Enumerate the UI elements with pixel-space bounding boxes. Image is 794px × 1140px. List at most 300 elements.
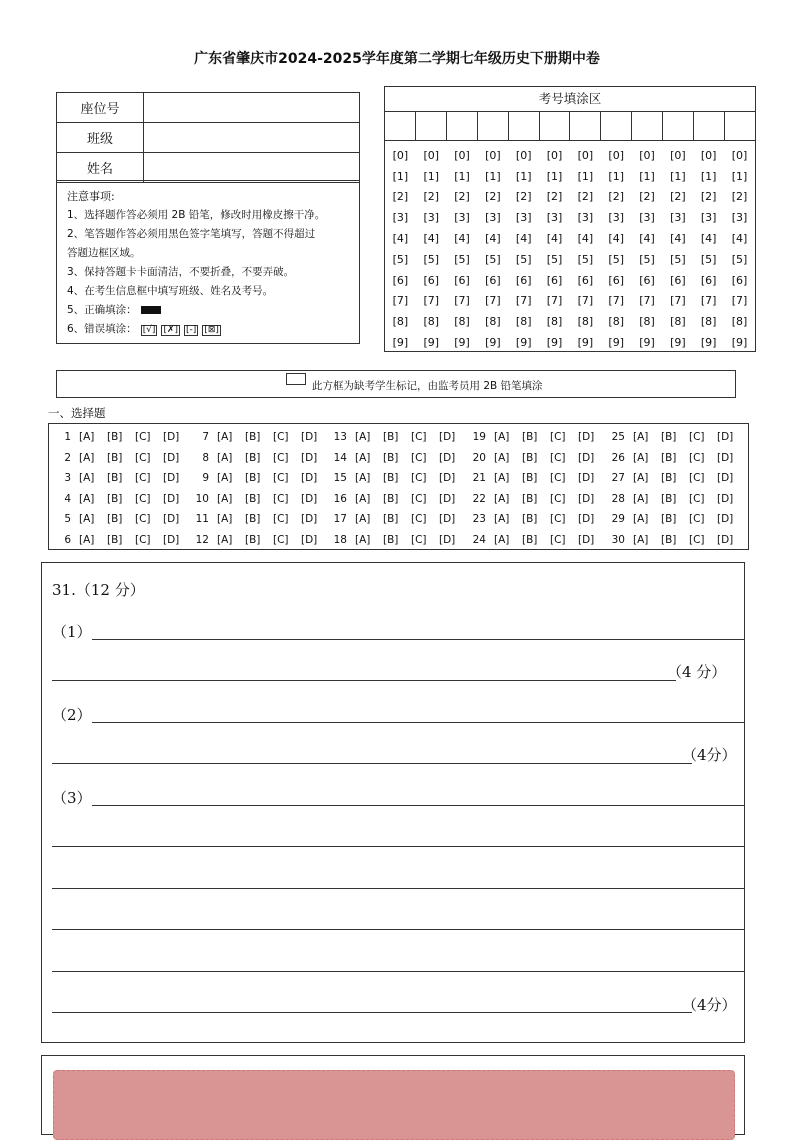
digit-bubble[interactable]: [6] — [577, 273, 594, 287]
digit-bubble[interactable]: [4] — [639, 232, 655, 246]
choice-bubble[interactable]: [D] — [578, 513, 595, 525]
choice-bubble[interactable]: [A] — [217, 431, 233, 443]
digit-bubble[interactable]: [9] — [731, 336, 748, 350]
choice-bubble[interactable]: [C] — [411, 513, 427, 525]
choice-bubble[interactable]: [D] — [163, 533, 180, 546]
digit-bubble[interactable]: [0] — [515, 148, 532, 162]
exam-number-box[interactable] — [477, 112, 508, 141]
choice-bubble[interactable]: [C] — [273, 533, 289, 546]
digit-bubble[interactable]: [2] — [392, 190, 409, 204]
digit-bubble[interactable]: [4] — [731, 232, 748, 246]
digit-bubble[interactable]: [4] — [454, 232, 470, 246]
answer-line[interactable] — [52, 971, 744, 972]
digit-bubble[interactable]: [6] — [392, 273, 409, 287]
digit-bubble[interactable]: [2] — [454, 190, 470, 204]
exam-number-box[interactable] — [447, 112, 478, 141]
digit-bubble[interactable]: [1] — [546, 169, 563, 183]
choice-bubble[interactable]: [D] — [717, 492, 734, 505]
digit-bubble[interactable]: [2] — [700, 190, 717, 204]
digit-bubble[interactable]: [7] — [546, 294, 563, 308]
choice-bubble[interactable]: [A] — [494, 513, 510, 525]
digit-bubble[interactable]: [3] — [700, 211, 717, 225]
choice-bubble[interactable]: [D] — [439, 431, 456, 443]
choice-bubble[interactable]: [D] — [163, 492, 180, 505]
choice-bubble[interactable]: [B] — [245, 451, 261, 464]
digit-bubble[interactable]: [3] — [608, 211, 624, 225]
digit-bubble[interactable]: [2] — [546, 190, 563, 204]
choice-bubble[interactable]: [B] — [107, 472, 123, 484]
exam-number-box[interactable] — [724, 112, 755, 141]
digit-row — [385, 332, 755, 353]
digit-bubble[interactable]: [7] — [700, 294, 717, 308]
digit-bubble[interactable]: [4] — [515, 232, 532, 246]
choice-grid — [48, 423, 749, 550]
note-line: 1、选择题作答必须用 2B 铅笔，修改时用橡皮擦干净。 — [67, 209, 326, 221]
digit-bubble[interactable]: [0] — [608, 148, 624, 162]
choice-bubble[interactable]: [B] — [522, 513, 538, 525]
answer-line[interactable] — [92, 805, 744, 806]
choice-bubble[interactable]: [A] — [79, 431, 95, 443]
digit-bubble[interactable]: [9] — [700, 336, 717, 350]
choice-bubble[interactable]: [D] — [717, 472, 734, 484]
answer-line[interactable] — [92, 722, 744, 723]
digit-bubble[interactable]: [1] — [392, 169, 409, 183]
choice-bubble[interactable]: [C] — [689, 451, 705, 464]
choice-bubble[interactable]: [D] — [439, 472, 456, 484]
table-row — [57, 123, 360, 153]
answer-line[interactable] — [52, 680, 676, 681]
exam-number-box[interactable] — [632, 112, 663, 141]
digit-bubble[interactable]: [0] — [546, 148, 563, 162]
digit-bubble[interactable]: [1] — [454, 169, 470, 183]
choice-bubble[interactable]: [B] — [661, 451, 677, 464]
choice-bubble[interactable]: [D] — [301, 533, 318, 546]
answer-line[interactable] — [52, 1012, 692, 1013]
choice-bubble[interactable]: [C] — [550, 533, 566, 546]
digit-bubble[interactable]: [0] — [392, 148, 409, 162]
absent-note: 此方框为缺考学生标记，由监考员用 2B 铅笔填涂 — [312, 380, 543, 392]
digit-bubble[interactable]: [6] — [731, 273, 748, 287]
choice-bubble[interactable]: [D] — [439, 451, 456, 464]
digit-bubble[interactable]: [7] — [392, 294, 409, 308]
choice-bubble[interactable]: [A] — [217, 492, 233, 505]
choice-bubble[interactable]: [B] — [245, 492, 261, 505]
choice-bubble[interactable]: [C] — [135, 492, 151, 505]
digit-bubble[interactable]: [5] — [700, 252, 717, 266]
absent-box — [56, 370, 736, 398]
digit-bubble[interactable]: [9] — [608, 336, 624, 350]
digit-bubble[interactable]: [5] — [546, 252, 563, 266]
exam-number-grid — [385, 112, 755, 353]
choice-bubble[interactable]: [B] — [661, 431, 677, 443]
digit-bubble[interactable]: [4] — [670, 232, 686, 246]
digit-bubble[interactable]: [3] — [670, 211, 686, 225]
exam-number-box[interactable] — [662, 112, 693, 141]
digit-bubble[interactable]: [7] — [454, 294, 470, 308]
choice-bubble[interactable]: [B] — [383, 513, 399, 525]
choice-bubble[interactable]: [A] — [217, 533, 233, 546]
choice-bubble[interactable]: [A] — [494, 472, 510, 484]
digit-bubble[interactable]: [9] — [423, 336, 440, 350]
choice-bubble[interactable]: [D] — [578, 451, 595, 464]
answer-line[interactable] — [52, 846, 744, 847]
digit-bubble[interactable]: [8] — [608, 315, 624, 329]
choice-row — [49, 468, 749, 488]
digit-bubble[interactable]: [9] — [577, 336, 594, 350]
choice-bubble[interactable]: [A] — [355, 451, 371, 464]
digit-bubble[interactable]: [1] — [670, 169, 686, 183]
choice-bubble[interactable]: [B] — [383, 472, 399, 484]
class-label: 班级 — [57, 123, 144, 153]
choice-bubble[interactable]: [C] — [689, 513, 705, 525]
choice-bubble[interactable]: [B] — [661, 472, 677, 484]
digit-bubble[interactable]: [1] — [608, 169, 624, 183]
digit-bubble[interactable]: [0] — [731, 148, 748, 162]
digit-bubble[interactable]: [2] — [423, 190, 440, 204]
choice-bubble[interactable]: [D] — [717, 533, 734, 546]
digit-bubble[interactable]: [8] — [639, 315, 655, 329]
wrong-mark-icon: [⊠] — [204, 325, 219, 335]
choice-bubble[interactable]: [A] — [633, 533, 649, 546]
choice-bubble[interactable]: [B] — [107, 492, 123, 505]
choice-bubble[interactable]: [D] — [578, 472, 595, 484]
choice-bubble[interactable]: [C] — [550, 451, 566, 464]
digit-bubble[interactable]: [8] — [546, 315, 563, 329]
digit-bubble[interactable]: [8] — [700, 315, 717, 329]
choice-bubble[interactable]: [B] — [107, 431, 123, 443]
question-number: 1 — [64, 431, 71, 443]
digit-bubble[interactable]: [2] — [639, 190, 655, 204]
choice-bubble[interactable]: [C] — [273, 492, 289, 505]
question-number: 28 — [611, 492, 625, 505]
digit-bubble[interactable]: [7] — [515, 294, 532, 308]
exam-number-box[interactable] — [539, 112, 570, 141]
choice-bubble[interactable]: [C] — [550, 492, 566, 505]
digit-bubble[interactable]: [0] — [423, 148, 440, 162]
choice-bubble[interactable]: [D] — [163, 451, 180, 464]
digit-bubble[interactable]: [9] — [485, 336, 501, 350]
choice-bubble[interactable]: [B] — [383, 533, 399, 546]
digit-bubble[interactable]: [5] — [608, 252, 624, 266]
digit-bubble[interactable]: [3] — [515, 211, 532, 225]
choice-row — [49, 427, 749, 447]
digit-bubble[interactable]: [7] — [639, 294, 655, 308]
digit-bubble[interactable]: [3] — [546, 211, 563, 225]
choice-bubble[interactable]: [B] — [107, 513, 123, 525]
choice-bubble[interactable]: [D] — [717, 431, 734, 443]
choice-bubble[interactable]: [D] — [439, 533, 456, 546]
choice-bubble[interactable]: [B] — [107, 451, 123, 464]
table-row — [57, 93, 360, 123]
question-number: 18 — [333, 533, 347, 546]
notes-box — [56, 180, 360, 344]
choice-bubble[interactable]: [A] — [355, 472, 371, 484]
choice-bubble[interactable]: [D] — [301, 513, 318, 525]
page-title: 广东省肇庆市2024-2025学年度第二学期七年级历史下册期中卷 — [194, 51, 600, 67]
digit-bubble[interactable]: [8] — [670, 315, 686, 329]
choice-bubble[interactable]: [D] — [717, 451, 734, 464]
choice-bubble[interactable]: [A] — [494, 492, 510, 505]
digit-row — [385, 311, 755, 332]
digit-bubble[interactable]: [0] — [670, 148, 686, 162]
exam-number-box[interactable] — [508, 112, 539, 141]
choice-bubble[interactable]: [B] — [522, 492, 538, 505]
digit-bubble[interactable]: [4] — [485, 232, 501, 246]
choice-bubble[interactable]: [C] — [550, 513, 566, 525]
digit-bubble[interactable]: [7] — [670, 294, 686, 308]
digit-bubble[interactable]: [6] — [485, 273, 501, 287]
choice-bubble[interactable]: [A] — [355, 431, 371, 443]
digit-bubble[interactable]: [3] — [454, 211, 470, 225]
choice-bubble[interactable]: [D] — [301, 492, 318, 505]
digit-bubble[interactable]: [7] — [485, 294, 501, 308]
choice-bubble[interactable]: [C] — [135, 451, 151, 464]
exam-number-box[interactable] — [570, 112, 601, 141]
choice-bubble[interactable]: [B] — [522, 533, 538, 546]
choice-bubble[interactable]: [C] — [411, 451, 427, 464]
digit-bubble[interactable]: [5] — [515, 252, 532, 266]
digit-bubble[interactable]: [4] — [700, 232, 717, 246]
filled-mark-icon — [141, 306, 161, 314]
digit-bubble[interactable]: [2] — [608, 190, 624, 204]
digit-bubble[interactable]: [6] — [546, 273, 563, 287]
digit-bubble[interactable]: [7] — [608, 294, 624, 308]
seat-field[interactable] — [144, 93, 360, 123]
digit-bubble[interactable]: [1] — [423, 169, 440, 183]
exam-number-box[interactable] — [693, 112, 724, 141]
choice-bubble[interactable]: [A] — [633, 492, 649, 505]
digit-bubble[interactable]: [9] — [392, 336, 409, 350]
choice-bubble[interactable]: [C] — [135, 533, 151, 546]
choice-bubble[interactable]: [A] — [79, 451, 95, 464]
choice-bubble[interactable]: [C] — [273, 472, 289, 484]
absent-checkbox[interactable] — [286, 373, 306, 385]
digit-bubble[interactable]: [6] — [608, 273, 624, 287]
digit-bubble[interactable]: [8] — [423, 315, 440, 329]
choice-bubble[interactable]: [B] — [383, 431, 399, 443]
question-number: 17 — [333, 513, 347, 525]
digit-bubble[interactable]: [0] — [485, 148, 501, 162]
choice-bubble[interactable]: [D] — [717, 513, 734, 525]
choice-bubble[interactable]: [D] — [578, 431, 595, 443]
digit-bubble[interactable]: [4] — [608, 232, 624, 246]
digit-bubble[interactable]: [1] — [639, 169, 655, 183]
choice-bubble[interactable]: [C] — [411, 431, 427, 443]
note-line: 2、笔答题作答必须用黑色签字笔填写，答题不得超过 — [67, 228, 316, 240]
choice-bubble[interactable]: [C] — [411, 472, 427, 484]
digit-bubble[interactable]: [3] — [731, 211, 748, 225]
digit-bubble[interactable]: [2] — [515, 190, 532, 204]
choice-bubble[interactable]: [B] — [661, 533, 677, 546]
digit-bubble[interactable]: [1] — [731, 169, 748, 183]
digit-bubble[interactable]: [2] — [731, 190, 748, 204]
choice-bubble[interactable]: [B] — [383, 492, 399, 505]
choice-bubble[interactable]: [D] — [439, 492, 456, 505]
digit-bubble[interactable]: [8] — [515, 315, 532, 329]
digit-bubble[interactable]: [6] — [700, 273, 717, 287]
choice-bubble[interactable]: [D] — [301, 451, 318, 464]
digit-bubble[interactable]: [5] — [392, 252, 409, 266]
digit-bubble[interactable]: [5] — [731, 252, 748, 266]
digit-bubble[interactable]: [9] — [515, 336, 532, 350]
digit-bubble[interactable]: [8] — [392, 315, 409, 329]
digit-bubble[interactable]: [2] — [670, 190, 686, 204]
choice-bubble[interactable]: [B] — [522, 451, 538, 464]
choice-bubble[interactable]: [A] — [633, 431, 649, 443]
choice-bubble[interactable]: [D] — [578, 492, 595, 505]
answer-line[interactable] — [52, 888, 744, 889]
choice-bubble[interactable]: [C] — [550, 472, 566, 484]
digit-bubble[interactable]: [0] — [454, 148, 470, 162]
digit-bubble[interactable]: [9] — [546, 336, 563, 350]
digit-bubble[interactable]: [5] — [423, 252, 440, 266]
choice-bubble[interactable]: [A] — [217, 451, 233, 464]
name-field[interactable] — [144, 153, 360, 183]
digit-bubble[interactable]: [1] — [515, 169, 532, 183]
choice-bubble[interactable]: [A] — [355, 513, 371, 525]
choice-bubble[interactable]: [B] — [383, 451, 399, 464]
digit-bubble[interactable]: [8] — [731, 315, 748, 329]
digit-bubble[interactable]: [3] — [639, 211, 655, 225]
digit-bubble[interactable]: [8] — [454, 315, 470, 329]
digit-bubble[interactable]: [1] — [700, 169, 717, 183]
question-number: 4 — [64, 492, 71, 505]
digit-bubble[interactable]: [0] — [577, 148, 594, 162]
digit-bubble[interactable]: [0] — [639, 148, 655, 162]
digit-bubble[interactable]: [3] — [485, 211, 501, 225]
answer-line[interactable] — [92, 639, 744, 640]
choice-bubble[interactable]: [A] — [633, 472, 649, 484]
choice-bubble[interactable]: [A] — [217, 513, 233, 525]
choice-bubble[interactable]: [A] — [355, 533, 371, 546]
choice-bubble[interactable]: [D] — [163, 472, 180, 484]
choice-bubble[interactable]: [D] — [301, 472, 318, 484]
choice-bubble[interactable]: [C] — [689, 533, 705, 546]
digit-bubble[interactable]: [5] — [670, 252, 686, 266]
digit-bubble[interactable]: [1] — [485, 169, 501, 183]
choice-bubble[interactable]: [A] — [79, 513, 95, 525]
choice-bubble[interactable]: [C] — [411, 492, 427, 505]
digit-bubble[interactable]: [6] — [670, 273, 686, 287]
notes-heading: 注意事项: — [67, 190, 115, 203]
digit-bubble[interactable]: [2] — [577, 190, 594, 204]
answer-line[interactable] — [52, 763, 692, 764]
exam-number-box[interactable] — [385, 112, 416, 141]
choice-bubble[interactable]: [D] — [439, 513, 456, 525]
digit-bubble[interactable]: [3] — [423, 211, 440, 225]
choice-bubble[interactable]: [B] — [661, 513, 677, 525]
choice-bubble[interactable]: [C] — [689, 431, 705, 443]
note-correct — [67, 301, 353, 320]
digit-bubble[interactable]: [4] — [392, 232, 409, 246]
digit-bubble[interactable]: [3] — [392, 211, 409, 225]
digit-bubble[interactable]: [8] — [485, 315, 501, 329]
choice-bubble[interactable]: [C] — [273, 451, 289, 464]
digit-bubble[interactable]: [6] — [454, 273, 470, 287]
choice-bubble[interactable]: [D] — [163, 513, 180, 525]
choice-bubble[interactable]: [A] — [494, 533, 510, 546]
digit-bubble[interactable]: [7] — [731, 294, 748, 308]
choice-bubble[interactable]: [B] — [661, 492, 677, 505]
part2-label: （2） — [52, 706, 92, 724]
choice-bubble[interactable]: [A] — [494, 451, 510, 464]
choice-bubble[interactable]: [C] — [550, 431, 566, 443]
exam-number-box[interactable] — [601, 112, 632, 141]
table-row — [57, 153, 360, 183]
choice-bubble[interactable]: [C] — [135, 431, 151, 443]
question-number: 20 — [472, 451, 486, 464]
digit-bubble[interactable]: [5] — [639, 252, 655, 266]
digit-bubble[interactable]: [9] — [639, 336, 655, 350]
question-number: 3 — [64, 472, 71, 484]
choice-bubble[interactable]: [A] — [79, 533, 95, 546]
choice-bubble[interactable]: [B] — [245, 513, 261, 525]
choice-bubble[interactable]: [D] — [301, 431, 318, 443]
digit-bubble[interactable]: [7] — [577, 294, 594, 308]
answer-area-shaded[interactable] — [53, 1070, 735, 1140]
digit-bubble[interactable]: [6] — [639, 273, 655, 287]
digit-bubble[interactable]: [4] — [546, 232, 563, 246]
choice-bubble[interactable]: [C] — [135, 513, 151, 525]
digit-bubble[interactable]: [9] — [454, 336, 470, 350]
choice-bubble[interactable]: [B] — [522, 431, 538, 443]
choice-bubble[interactable]: [C] — [273, 513, 289, 525]
digit-bubble[interactable]: [4] — [423, 232, 440, 246]
digit-bubble[interactable]: [5] — [485, 252, 501, 266]
digit-bubble[interactable]: [7] — [423, 294, 440, 308]
answer-line[interactable] — [52, 929, 744, 930]
digit-bubble[interactable]: [4] — [577, 232, 594, 246]
choice-bubble[interactable]: [A] — [217, 472, 233, 484]
choice-bubble[interactable]: [C] — [273, 431, 289, 443]
exam-number-box[interactable] — [416, 112, 447, 141]
digit-bubble[interactable]: [6] — [515, 273, 532, 287]
choice-bubble[interactable]: [B] — [522, 472, 538, 484]
digit-bubble[interactable]: [1] — [577, 169, 594, 183]
digit-bubble[interactable]: [3] — [577, 211, 594, 225]
choice-bubble[interactable]: [C] — [135, 472, 151, 484]
choice-bubble[interactable]: [B] — [245, 533, 261, 546]
choice-bubble[interactable]: [A] — [633, 513, 649, 525]
choice-bubble[interactable]: [A] — [355, 492, 371, 505]
digit-bubble[interactable]: [9] — [670, 336, 686, 350]
digit-bubble[interactable]: [0] — [700, 148, 717, 162]
name-label: 姓名 — [57, 153, 144, 183]
choice-bubble[interactable]: [A] — [79, 492, 95, 505]
choice-bubble[interactable]: [B] — [245, 472, 261, 484]
digit-bubble[interactable]: [8] — [577, 315, 594, 329]
choice-bubble[interactable]: [A] — [633, 451, 649, 464]
choice-bubble[interactable]: [D] — [578, 533, 595, 546]
digit-bubble[interactable]: [2] — [485, 190, 501, 204]
choice-bubble[interactable]: [B] — [107, 533, 123, 546]
choice-bubble[interactable]: [A] — [494, 431, 510, 443]
choice-bubble[interactable]: [B] — [245, 431, 261, 443]
digit-bubble[interactable]: [5] — [454, 252, 470, 266]
digit-row — [385, 187, 755, 208]
digit-bubble[interactable]: [5] — [577, 252, 594, 266]
choice-bubble[interactable]: [A] — [79, 472, 95, 484]
choice-bubble[interactable]: [C] — [689, 492, 705, 505]
choice-bubble[interactable]: [C] — [689, 472, 705, 484]
question-number: 9 — [202, 472, 209, 484]
digit-bubble[interactable]: [6] — [423, 273, 440, 287]
choice-bubble[interactable]: [C] — [411, 533, 427, 546]
choice-bubble[interactable]: [D] — [163, 431, 180, 443]
class-field[interactable] — [144, 123, 360, 153]
note-wrong — [67, 320, 353, 339]
question-number: 13 — [333, 431, 347, 443]
